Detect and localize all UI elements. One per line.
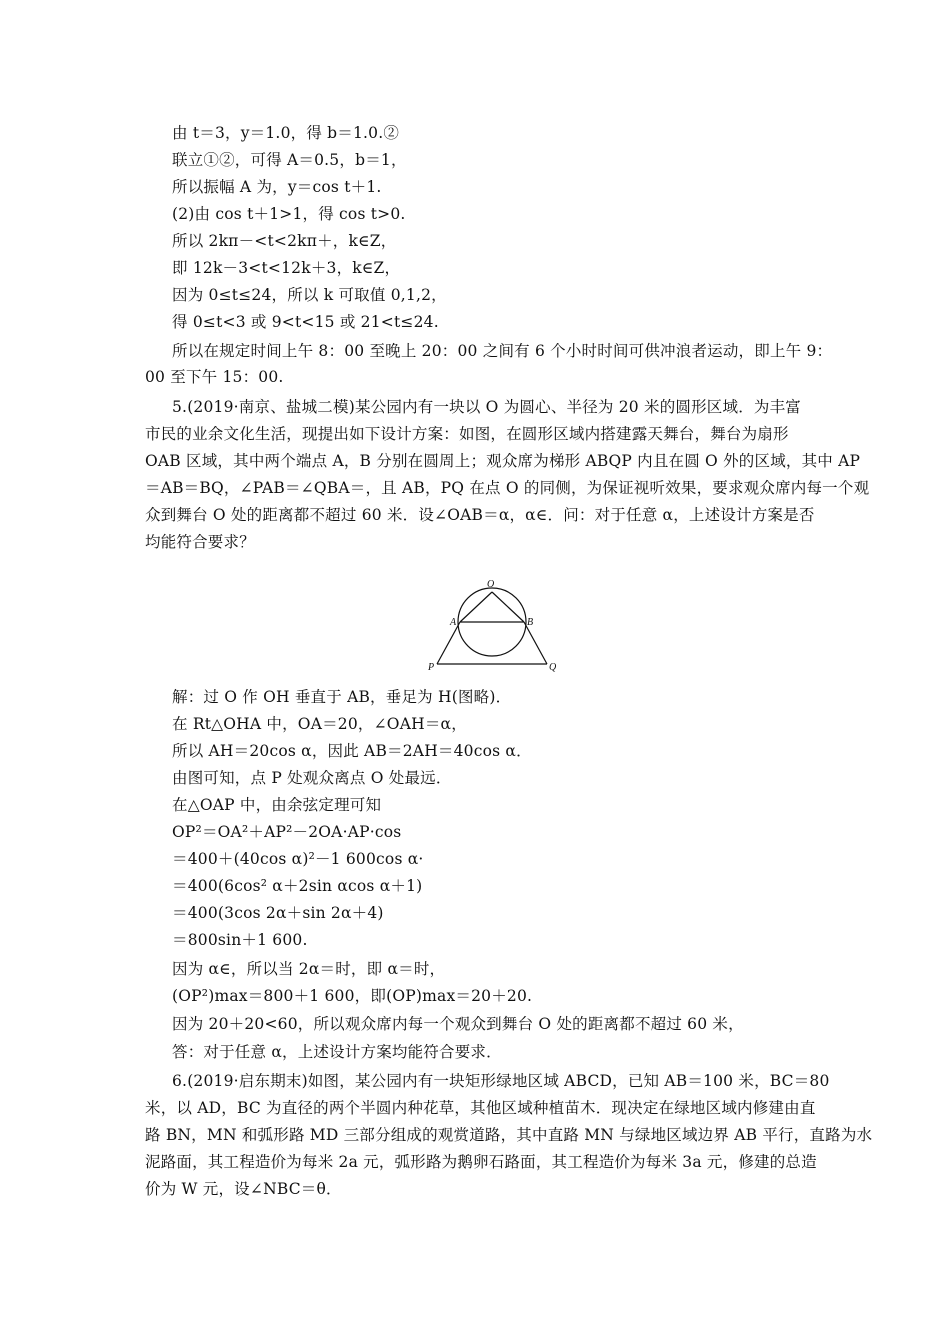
problem-6-line: 6.(2019·启东期末)如图，某公园内有一块矩形绿地区域 ABCD，已知 AB＝100 米，BC＝80	[172, 1072, 830, 1090]
segment-oa	[460, 592, 492, 622]
solution-line: 因为 α∈，所以当 2α＝时，即 α＝时，	[172, 960, 446, 978]
problem-5-line: 5.(2019·南京、盐城二模)某公园内有一块以 O 为圆心、半径为 20 米的圆形区域．为丰富	[172, 398, 801, 416]
geometry-figure	[420, 570, 570, 678]
text-line: 得 0≤t<3 或 9<t<15 或 21<t≤24.	[172, 313, 439, 331]
solution-line: (OP²)max＝800＋1 600，即(OP)max＝20＋20.	[172, 987, 533, 1005]
label-q: Q	[549, 662, 557, 673]
problem-5-line: ＝AB＝BQ，∠PAB＝∠QBA＝，且 AB，PQ 在点 O 的同侧，为保证视听效果，要求观众席内每一个观	[145, 479, 870, 497]
segment-bq	[524, 622, 547, 664]
problem-5-line: 众到舞台 O 处的距离都不超过 60 米．设∠OAB＝α，α∈．问：对于任意 α，上述设计方案是否	[145, 506, 815, 524]
text-line: 联立①②，可得 A＝0.5，b＝1，	[172, 151, 407, 169]
segment-ob	[492, 592, 524, 622]
text-line: 所以 2kπ－<t<2kπ＋，k∈Z，	[172, 232, 397, 250]
solution-line: ＝400(3cos 2α＋sin 2α＋4)	[172, 904, 384, 922]
solution-line: 答：对于任意 α，上述设计方案均能符合要求．	[172, 1043, 502, 1061]
label-b: B	[527, 617, 534, 628]
solution-line: 解：过 O 作 OH 垂直于 AB，垂足为 H(图略)．	[172, 688, 512, 706]
problem-5-line: 市民的业余文化生活，现提出如下设计方案：如图，在圆形区域内搭建露天舞台，舞台为扇形	[145, 425, 789, 443]
label-a: A	[450, 617, 457, 628]
text-line: 由 t＝3，y＝1.0，得 b＝1.0.②	[172, 124, 400, 142]
text-line: 所以振幅 A 为，y＝cos t＋1.	[172, 178, 382, 196]
problem-5-line: OAB 区域，其中两个端点 A，B 分别在圆周上；观众席为梯形 ABQP 内且在圆 O 外的区域，其中 AP	[145, 452, 861, 470]
label-o: O	[487, 579, 495, 590]
problem-6-line: 路 BN，MN 和弧形路 MD 三部分组成的观赏道路，其中直路 MN 与绿地区域边界 AB 平行，直路为水	[145, 1126, 873, 1144]
solution-line: ＝400(6cos² α＋2sin αcos α＋1)	[172, 877, 423, 895]
label-p: P	[428, 662, 435, 673]
text-line: 因为 0≤t≤24，所以 k 可取值 0,1,2，	[172, 286, 447, 304]
solution-line: 在△OAP 中，由余弦定理可知	[172, 796, 382, 814]
text-line: 所以在规定时间上午 8：00 至晚上 20：00 之间有 6 个小时时间可供冲浪者运动，即上午 9：	[172, 342, 833, 360]
solution-line: 因为 20＋20<60，所以观众席内每一个观众到舞台 O 处的距离都不超过 60 米，	[172, 1015, 744, 1033]
segment-ap	[437, 622, 460, 664]
problem-6-line: 泥路面，其工程造价为每米 2a 元，弧形路为鹅卵石路面，其工程造价为每米 3a 元，修建的总造	[145, 1153, 817, 1171]
problem-6-line: 价为 W 元，设∠NBC＝θ．	[145, 1180, 342, 1198]
text-line: 00 至下午 15：00.	[145, 368, 284, 386]
solution-line: 由图可知，点 P 处观众离点 O 处最远．	[172, 769, 452, 787]
text-line: (2)由 cos t＋1>1，得 cos t>0.	[172, 205, 406, 223]
solution-line: OP²＝OA²＋AP²－2OA·AP·cos	[172, 823, 402, 841]
solution-line: 在 Rt△OHA 中，OA＝20，∠OAH＝α，	[172, 715, 467, 733]
text-line: 即 12k－3<t<12k＋3，k∈Z，	[172, 259, 401, 277]
solution-line: ＝400＋(40cos α)²－1 600cos α·	[172, 850, 424, 868]
problem-6-line: 米，以 AD，BC 为直径的两个半圆内种花草，其他区域种植苗木．现决定在绿地区域内修建由直	[145, 1099, 816, 1117]
solution-line: 所以 AH＝20cos α，因此 AB＝2AH＝40cos α．	[172, 742, 532, 760]
solution-line: ＝800sin＋1 600.	[172, 931, 308, 949]
problem-5-line: 均能符合要求？	[145, 533, 255, 551]
